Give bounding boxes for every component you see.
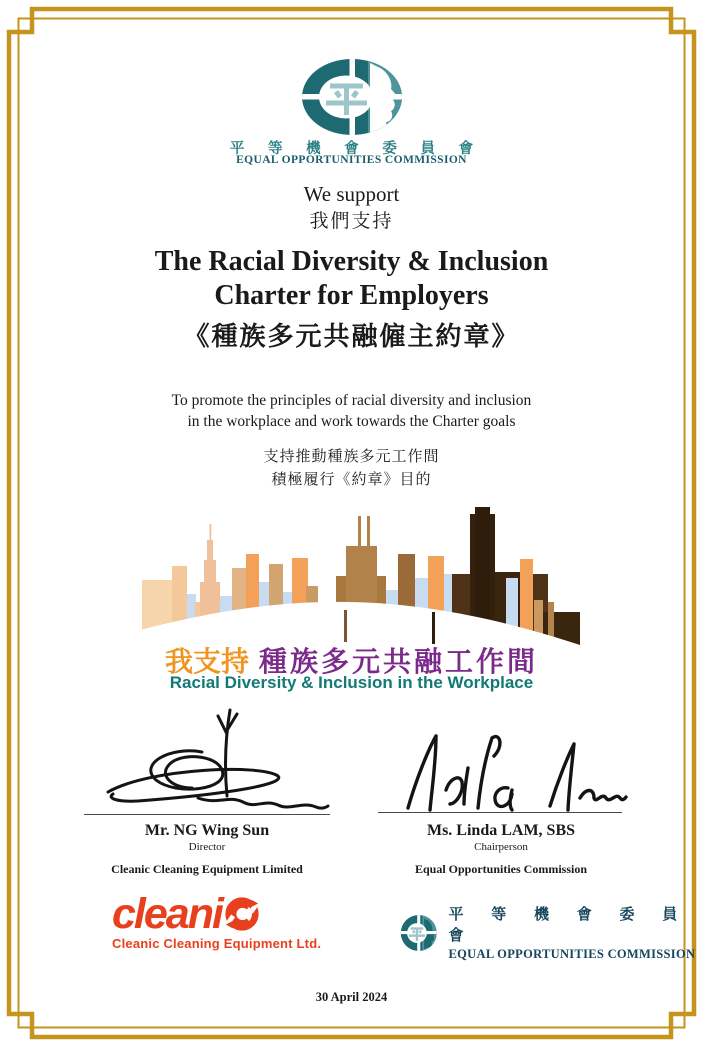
signatory-left-title: Director	[188, 841, 226, 853]
signature-line-left	[84, 814, 330, 815]
certificate-date: 30 April 2024	[315, 990, 388, 1004]
pledge-english-line1: To promote the principles of racial diversity and inclusion	[171, 392, 532, 409]
eoc-logo-bottom	[399, 903, 703, 962]
eoc-bottom-chinese-name: 平 等 機 會 委 員 會	[448, 907, 690, 944]
campaign-slogan-highlight: 我支持	[164, 646, 249, 677]
signature-ng-wing-sun	[80, 704, 330, 812]
cleanic-wordmark-text: cleani	[112, 890, 222, 938]
eoc-bottom-english-name: EQUAL OPPORTUNITIES COMMISSION	[448, 947, 696, 961]
charter-title-line1: The Racial Diversity & Inclusion	[154, 246, 549, 277]
cleanic-wordmark	[112, 890, 322, 938]
pledge-english-line2: in the workplace and work towards the Charter goals	[187, 413, 516, 430]
charter-title-line2: Charter for Employers	[214, 280, 489, 311]
signatory-left	[75, 822, 339, 877]
signatory-right-name: Ms. Linda LAM, SBS	[426, 822, 576, 839]
signatory-left-name: Mr. NG Wing Sun	[144, 822, 270, 839]
pledge-text-english	[0, 390, 703, 432]
eoc-logo-english-name: EQUAL OPPORTUNITIES COMMISSION	[236, 154, 467, 166]
signatory-left-organisation: Cleanic Cleaning Equipment Limited	[111, 862, 303, 876]
cleanic-c-swirl-icon	[223, 895, 261, 933]
cleanic-tagline: Cleanic Cleaning Equipment Ltd.	[112, 936, 322, 951]
signature-linda-lam	[388, 724, 628, 812]
pledge-chinese-line2: 積極履行《約章》目的	[271, 472, 432, 488]
cleanic-logo	[112, 890, 322, 951]
eoc-emblem-small-icon	[399, 911, 439, 955]
eoc-logo-bottom-text	[449, 903, 703, 962]
campaign-slogan-english: Racial Diversity & Inclusion in the Workplace	[169, 673, 534, 692]
signatory-right-title: Chairperson	[474, 841, 528, 853]
eoc-logo-chinese-name: 平 等 機 會 委 員 會	[229, 141, 484, 157]
pledge-text-chinese	[0, 446, 703, 492]
support-statement-english: We support	[303, 182, 400, 206]
signature-line-right	[378, 812, 622, 813]
eoc-emblem-icon	[286, 55, 418, 139]
skyline-graphic	[140, 502, 580, 652]
signatory-right-organisation: Equal Opportunities Commission	[414, 862, 588, 876]
campaign-slogan-rest: 種族多元共融工作間	[259, 646, 539, 677]
support-statement-chinese: 我們支持	[309, 211, 394, 232]
pledge-chinese-line1: 支持推動種族多元工作間	[263, 449, 440, 465]
signatory-right	[378, 822, 624, 877]
charter-title-chinese: 《種族多元共融僱主約章》	[183, 322, 520, 351]
